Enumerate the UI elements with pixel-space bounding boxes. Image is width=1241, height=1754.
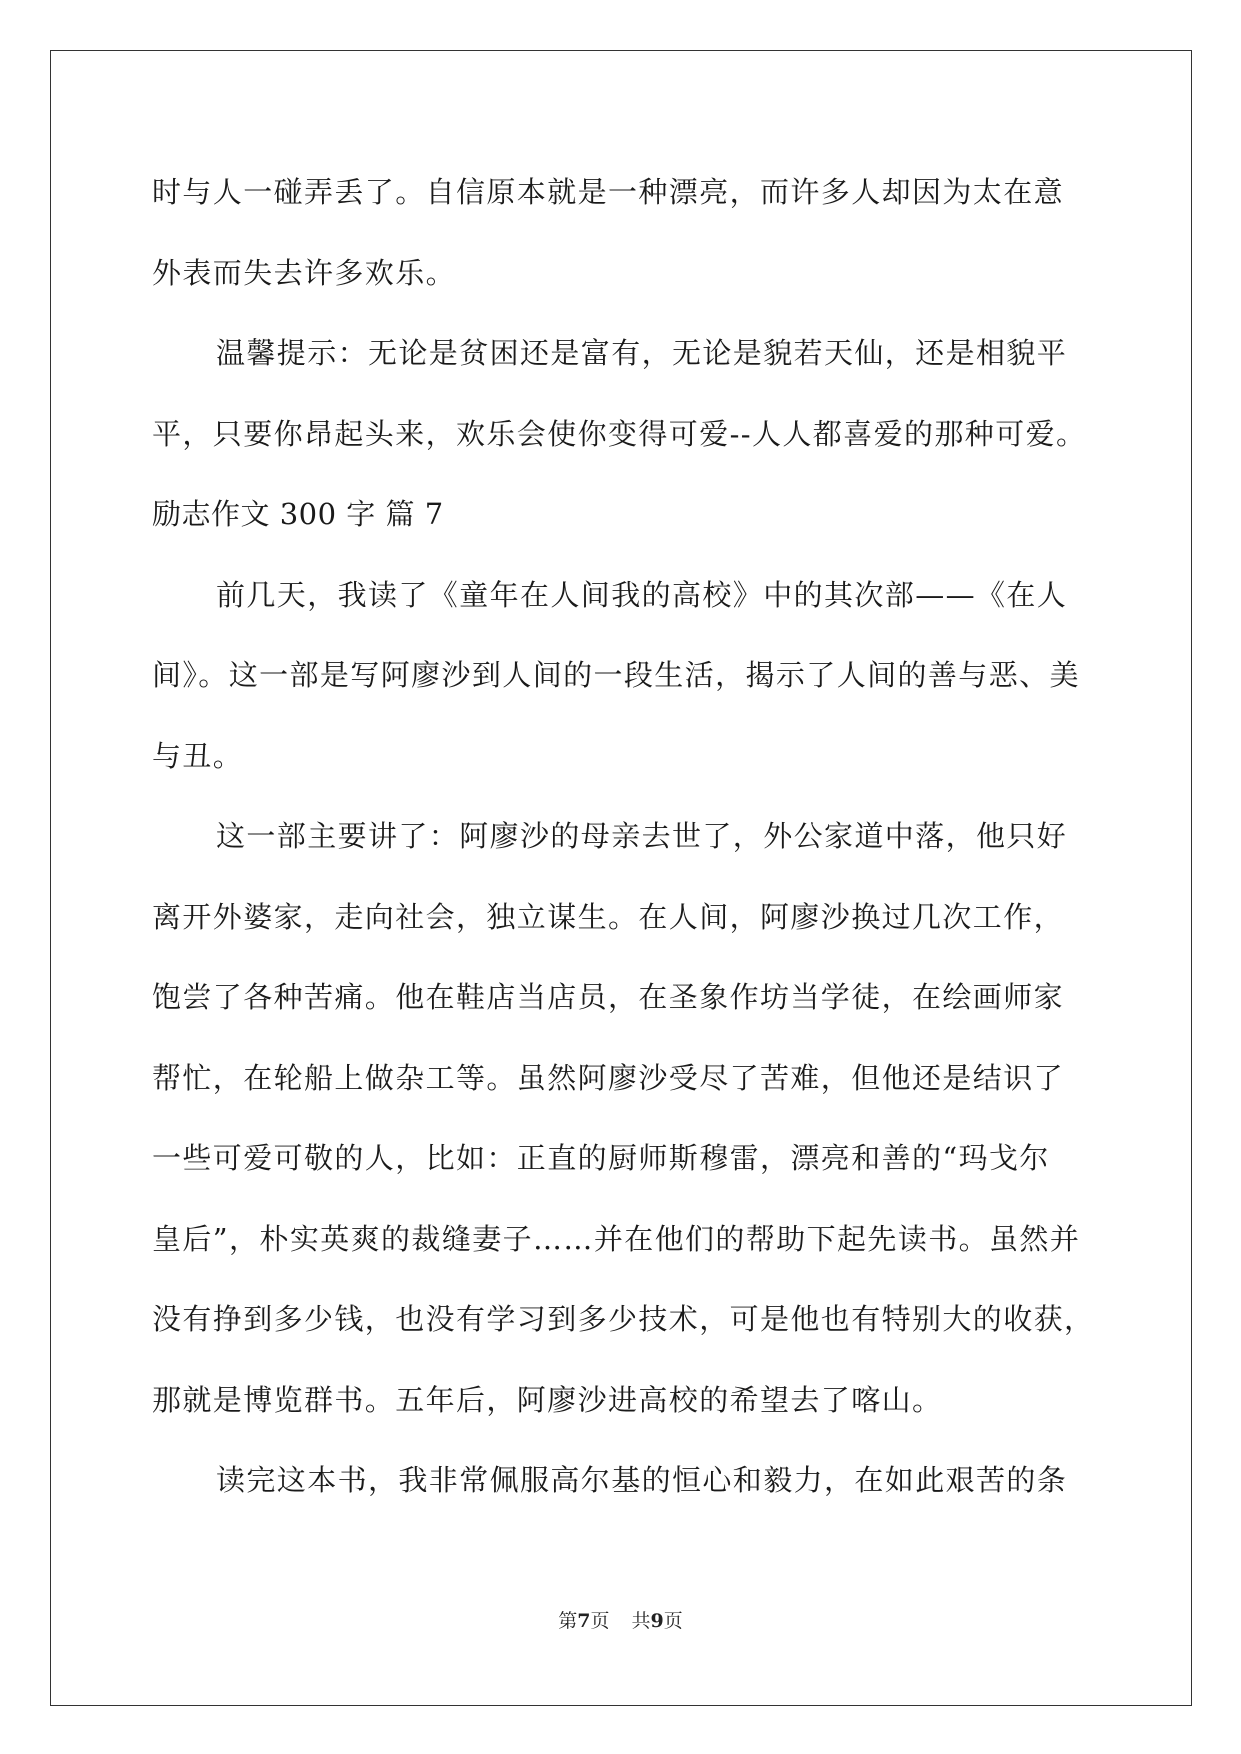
- text-line: 没有挣到多少钱，也没有学习到多少技术，可是他也有特别大的收获，: [152, 1302, 1095, 1336]
- text-line: 离开外婆家，走向社会，独立谋生。在人间，阿廖沙换过几次工作，: [152, 899, 1065, 934]
- section-heading: 励志作文 300 字 篇 7: [152, 497, 444, 531]
- document-body: [152, 160, 1095, 1529]
- text-line: 这一部主要讲了：阿廖沙的母亲去世了，外公家道中落，他只好: [216, 819, 1068, 853]
- total-page-number: 9: [650, 1610, 664, 1632]
- footer-prefix: 第: [558, 1610, 578, 1632]
- text-line: 一些可爱可敬的人，比如：正直的厨师斯穆雷，漂亮和善的“玛戈尔: [152, 1141, 1050, 1175]
- text-line: 平，只要你昂起头来，欢乐会使你变得可爱--人人都喜爱的那种可爱。: [152, 416, 1087, 451]
- text-line: 温馨提示：无论是贫困还是富有，无论是貌若天仙，还是相貌平: [216, 336, 1068, 370]
- text-line: 那就是博览群书。五年后，阿廖沙进高校的希望去了喀山。: [152, 1382, 943, 1417]
- footer-page-suffix: 页: [590, 1610, 610, 1632]
- text-line: 帮忙，在轮船上做杂工等。虽然阿廖沙受尽了苦难，但他还是结识了: [152, 1060, 1065, 1095]
- text-line: 与丑。: [152, 738, 244, 773]
- footer-total-prefix: 共: [631, 1610, 651, 1632]
- text-line: 读完这本书，我非常佩服高尔基的恒心和毅力，在如此艰苦的条: [216, 1463, 1068, 1497]
- page-footer: [0, 1606, 1241, 1633]
- text-line: 饱尝了各种苦痛。他在鞋店当店员，在圣象作坊当学徒，在绘画师家: [152, 980, 1065, 1014]
- text-line: 外表而失去许多欢乐。: [152, 255, 457, 290]
- text-line: 皇后”，朴实英爽的裁缝妻子……并在他们的帮助下起先读书。虽然并: [152, 1221, 1081, 1256]
- current-page-number: 7: [577, 1610, 591, 1632]
- footer-total-suffix: 页: [663, 1610, 683, 1632]
- text-line: 时与人一碰弄丢了。自信原本就是一种漂亮，而许多人却因为太在意: [152, 175, 1065, 209]
- text-line: 间》。这一部是写阿廖沙到人间的一段生活，揭示了人间的善与恶、美: [152, 658, 1080, 692]
- text-line: 前几天，我读了《童年在人间我的高校》中的其次部——《在人: [216, 577, 1068, 612]
